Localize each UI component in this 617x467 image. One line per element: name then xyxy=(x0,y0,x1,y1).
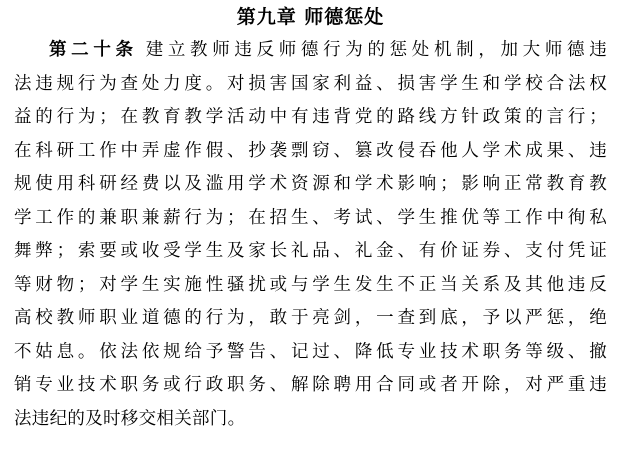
article-line: 高校教师职业道德的行为，敢于亮剑，一查到底，予以严惩，绝 xyxy=(14,308,607,328)
chapter-title: 第九章 师德惩处 xyxy=(236,6,385,28)
article-line: 法违规行为查处力度。对损害国家利益、损害学生和学校合法权 xyxy=(14,73,607,94)
article-line-text: 建立教师违反师德行为的惩处机制，加大师德违 xyxy=(145,40,607,60)
article-line: 不姑息。依法依规给予警告、记过、降低专业技术职务等级、撤 xyxy=(14,341,607,362)
article-line: 学工作的兼职兼薪行为；在招生、考试、学生推优等工作中徇私 xyxy=(14,207,607,228)
article-body xyxy=(14,34,607,436)
article-line: 益的行为；在教育教学活动中有违背党的路线方针政策的言行； xyxy=(14,107,607,127)
article-line: 规使用科研经费以及滥用学术资源和学术影响；影响正常教育教 xyxy=(14,174,607,194)
article-line xyxy=(14,34,607,68)
article-line: 等财物；对学生实施性骚扰或与学生发生不正当关系及其他违反 xyxy=(14,274,607,295)
article-line: 舞弊；索要或收受学生及家长礼品、礼金、有价证券、支付凭证 xyxy=(14,241,607,261)
article-line: 法违纪的及时移交相关部门。 xyxy=(14,408,246,429)
article-line: 销专业技术职务或行政职务、解除聘用合同或者开除，对严重违 xyxy=(14,375,607,395)
article-line: 在科研工作中弄虚作假、抄袭剽窃、篡改侵吞他人学术成果、违 xyxy=(14,140,607,161)
article-number: 第二十条 xyxy=(49,40,138,60)
